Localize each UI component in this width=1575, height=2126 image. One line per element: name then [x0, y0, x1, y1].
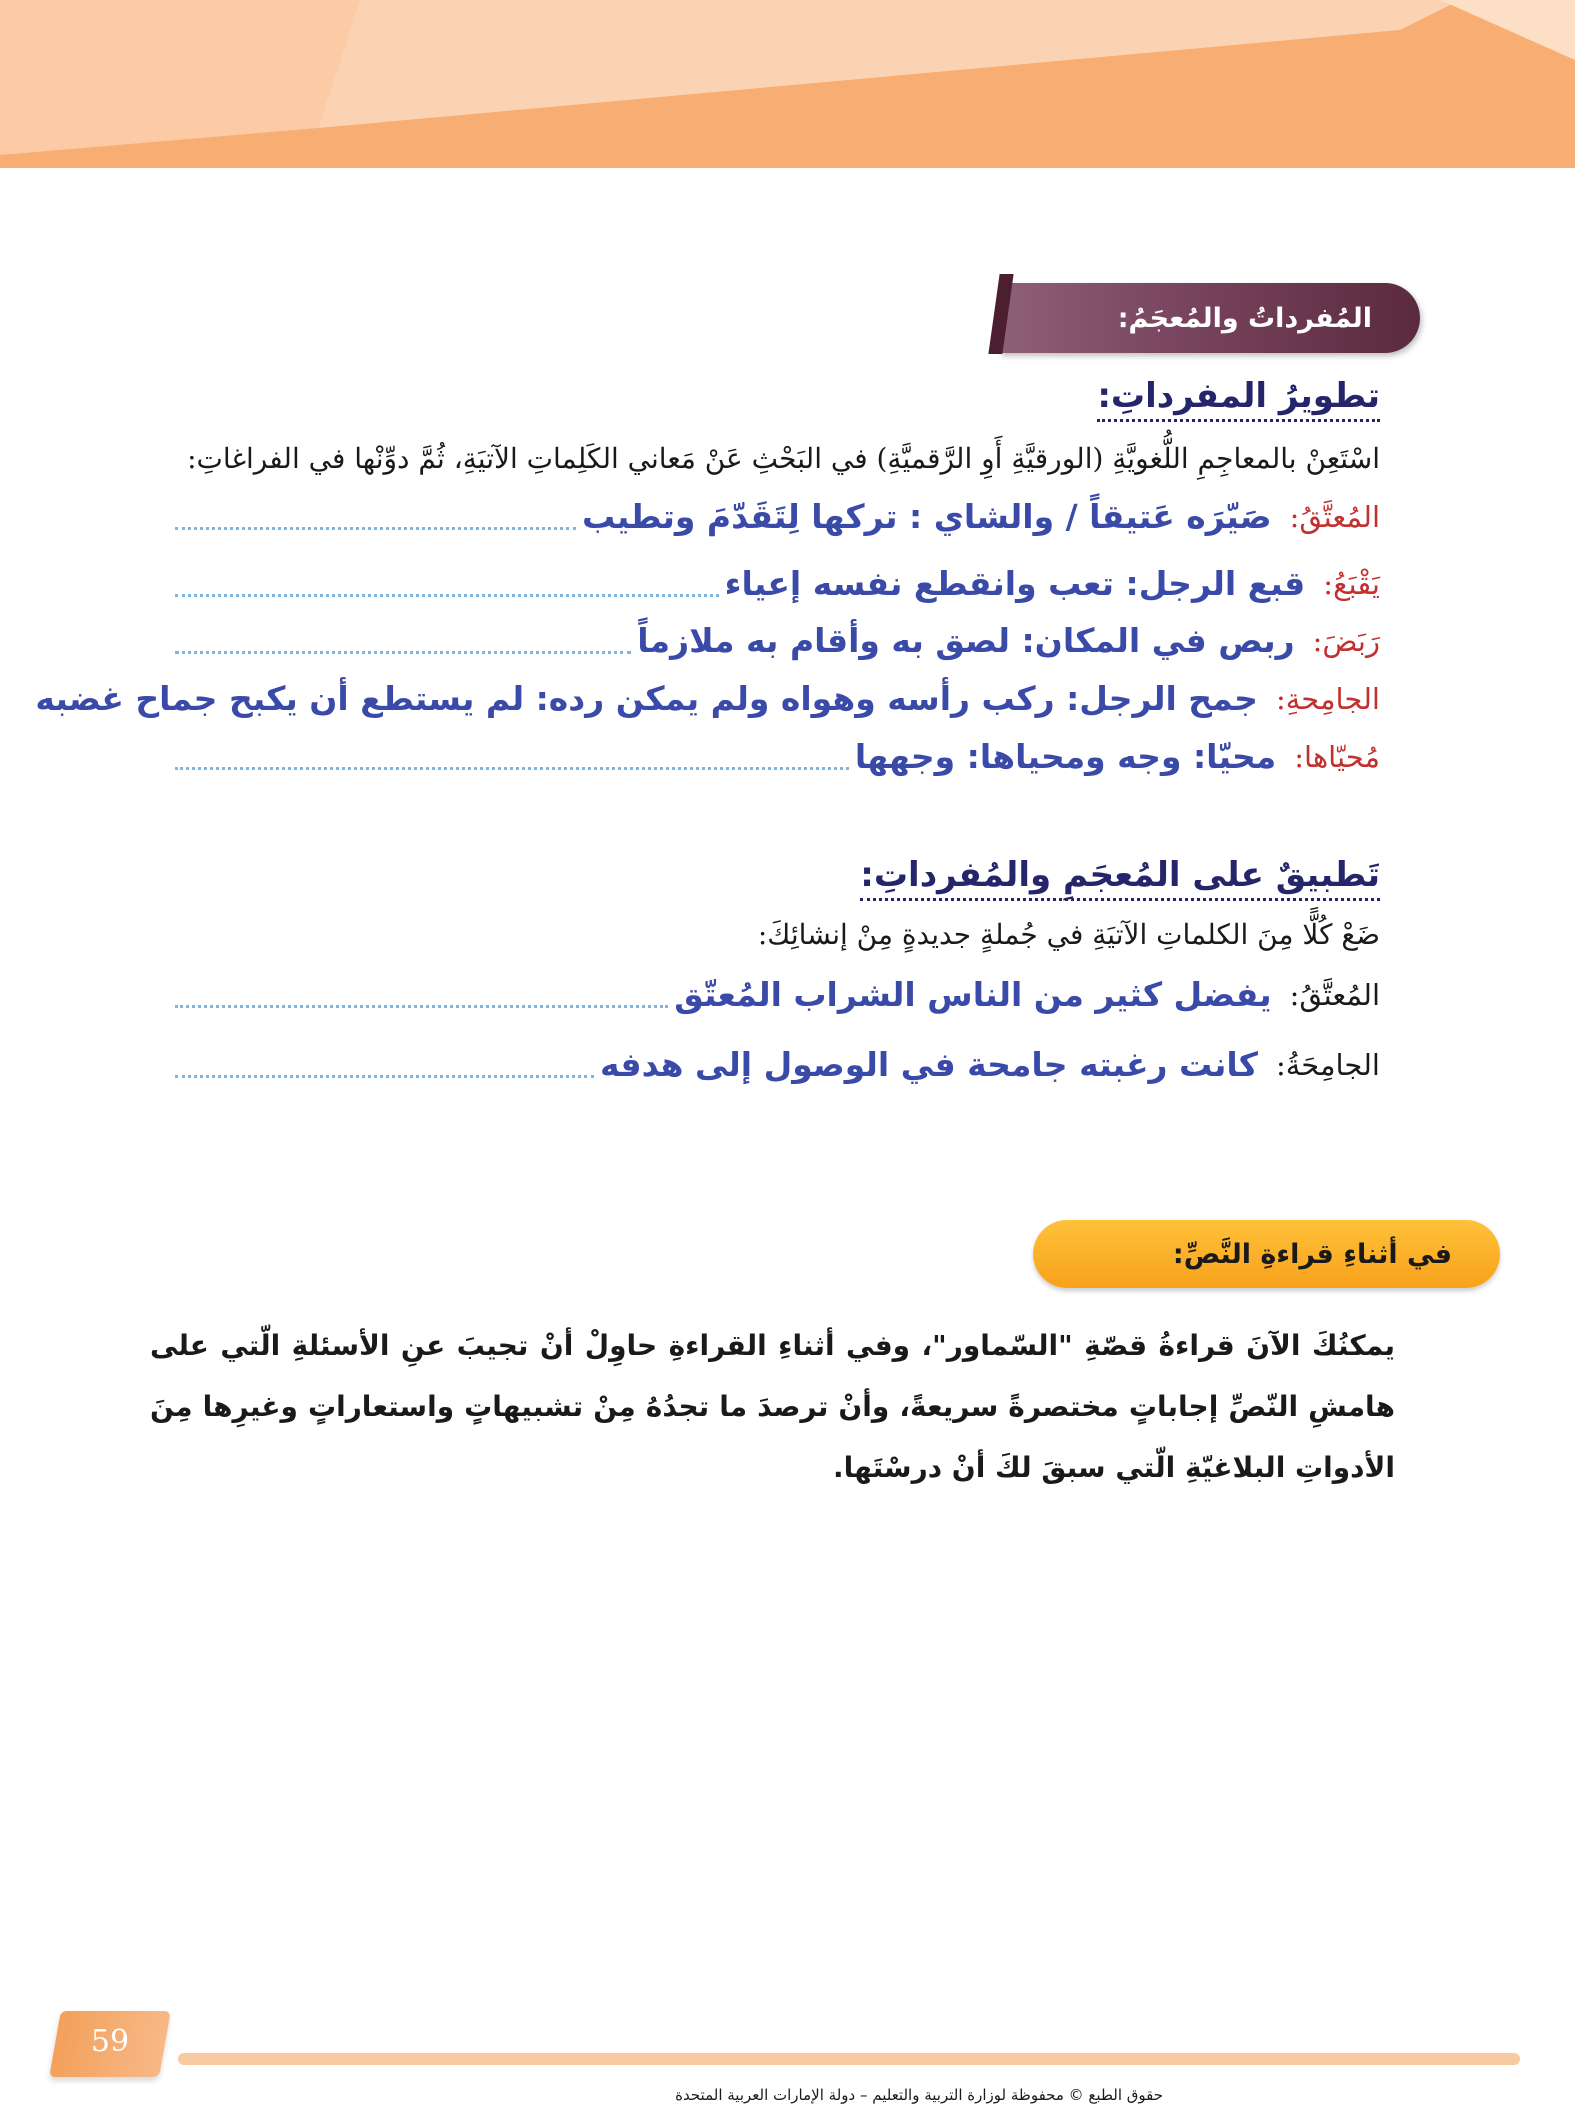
vocab-term: يَقْبَعُ:	[1323, 567, 1380, 601]
answer-line	[175, 1075, 594, 1078]
vocab-answer: جمح الرجل: ركب رأسه وهواه ولم يمكن رده: لم يستطع أن يكبح جماح غضبه	[35, 679, 1258, 718]
vocab-development-instruction: اسْتَعِنْ بالمعاجِمِ اللُّغويَّةِ (الورقيَّةِ أَوِ الرَّقميَّةِ) في البَحْثِ عَنْ مَعاني الكَلِماتِ الآتيَةِ، ثُمَّ دوِّنْها في الفراغاتِ:	[187, 442, 1380, 475]
vocab-term: رَبَضَ:	[1312, 624, 1380, 658]
footer-bar	[178, 2053, 1520, 2065]
copyright-notice: حقوق الطبع © محفوظة لوزارة التربية والتعليم – دولة الإمارات العربية المتحدة	[675, 2086, 1163, 2104]
page-number: 59	[90, 2024, 130, 2059]
vocab-answer: قبع الرجل: تعب وانقطع نفسه إعياء	[724, 564, 1306, 603]
vocab-entry	[175, 728, 1380, 782]
answer-line	[175, 594, 719, 597]
answer-line	[175, 651, 631, 654]
vocab-entry	[175, 488, 1380, 542]
vocab-term: مُحيّاها:	[1294, 740, 1380, 774]
vocab-answer: محيّا: وجه ومحياها: وجهها	[854, 737, 1277, 776]
application-entry	[175, 1036, 1380, 1090]
vocab-answer: ربص في المكان: لصق به وأقام به ملازماً	[637, 621, 1295, 660]
vocab-section-badge	[1000, 283, 1420, 353]
vocab-development-heading: تطويرُ المفرداتِ:	[1097, 376, 1380, 422]
vocab-entry	[175, 612, 1380, 666]
vocab-term: الجامِحةِ:	[1275, 682, 1380, 716]
reading-instructions-paragraph: يمكنُكَ الآنَ قراءةُ قصّةِ "السّماور"، وفي أثناءِ القراءةِ حاوِلْ أنْ تجيبَ عنِ الأسئلةِ الّتي على هامشِ النّصِّ إجاباتٍ مختصرةً سريعةً، وأنْ ترصدَ ما تجدُهُ مِنْ تشبيهاتٍ واستعاراتٍ وغيرِها مِنَ الأدواتِ البلاغيّةِ الّتي سبقَ لكَ أنْ درسْتَها.	[150, 1329, 1395, 1484]
vocab-section-badge-label: المُفرداتُ والمُعجَمُ:	[1117, 302, 1372, 334]
application-term: المُعتَّقُ:	[1289, 978, 1380, 1012]
reading-section-badge	[1033, 1220, 1500, 1288]
vocab-application-instruction: ضَعْ كُلًّا مِنَ الكلماتِ الآتيَةِ في جُملةٍ جديدةٍ مِنْ إنشائِكَ:	[757, 918, 1380, 951]
application-entry	[175, 966, 1380, 1020]
application-answer: يفضل كثير من الناس الشراب المُعتّق	[674, 975, 1272, 1014]
application-term: الجامِحَةُ:	[1275, 1048, 1380, 1082]
answer-line	[175, 1005, 668, 1008]
application-answer: كانت رغبته جامحة في الوصول إلى هدفه	[599, 1045, 1258, 1084]
vocab-term: المُعتَّقُ:	[1289, 500, 1380, 534]
vocab-application-heading: تَطبيقٌ على المُعجَمِ والمُفرداتِ:	[860, 855, 1380, 901]
answer-line	[175, 527, 576, 530]
top-banner	[0, 0, 1575, 168]
vocab-answer: صَيّرَه عَتيقاً / والشاي : تركها لِتَقَدّمَ وتطيب	[581, 497, 1272, 536]
vocab-entry	[175, 555, 1380, 609]
answer-line	[175, 767, 849, 770]
reading-section-badge-label: في أثناءِ قراءةِ النَّصِّ:	[1172, 1238, 1452, 1270]
vocab-entry	[35, 670, 1380, 724]
